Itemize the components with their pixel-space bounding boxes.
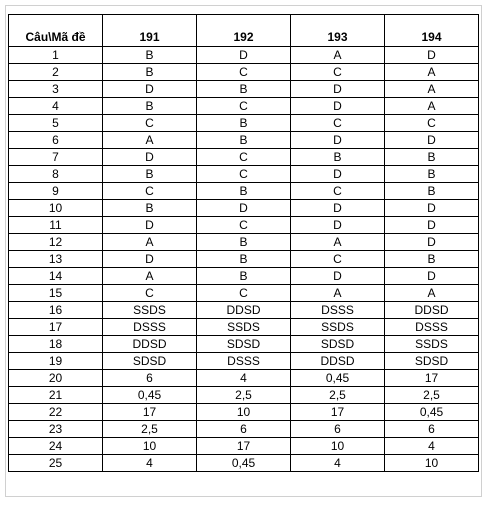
table-row	[9, 285, 479, 302]
table-body	[9, 47, 479, 472]
table-row	[9, 115, 479, 132]
cell-answer-192: C	[197, 64, 291, 81]
cell-answer-194: D	[385, 217, 479, 234]
cell-answer-193: C	[291, 115, 385, 132]
table-row	[9, 234, 479, 251]
cell-answer-193: 0,45	[291, 370, 385, 387]
cell-answer-191: A	[103, 234, 197, 251]
cell-question-number: 7	[9, 149, 103, 166]
cell-answer-194: C	[385, 115, 479, 132]
table-row	[9, 438, 479, 455]
table-row	[9, 98, 479, 115]
cell-answer-194: D	[385, 47, 479, 64]
cell-answer-193: A	[291, 47, 385, 64]
cell-answer-194: D	[385, 200, 479, 217]
table-row	[9, 353, 479, 370]
header-code-193: 193	[291, 15, 385, 47]
cell-answer-193: 2,5	[291, 387, 385, 404]
cell-answer-191: B	[103, 166, 197, 183]
cell-answer-193: C	[291, 183, 385, 200]
cell-answer-194: B	[385, 166, 479, 183]
cell-answer-193: 10	[291, 438, 385, 455]
cell-answer-191: 10	[103, 438, 197, 455]
cell-answer-194: A	[385, 285, 479, 302]
cell-answer-193: D	[291, 268, 385, 285]
cell-question-number: 19	[9, 353, 103, 370]
cell-answer-192: B	[197, 132, 291, 149]
cell-answer-194: 0,45	[385, 404, 479, 421]
cell-answer-193: D	[291, 132, 385, 149]
header-code-192: 192	[197, 15, 291, 47]
table-row	[9, 64, 479, 81]
cell-answer-192: 2,5	[197, 387, 291, 404]
cell-question-number: 12	[9, 234, 103, 251]
cell-answer-193: D	[291, 98, 385, 115]
cell-question-number: 9	[9, 183, 103, 200]
cell-answer-191: A	[103, 268, 197, 285]
cell-question-number: 25	[9, 455, 103, 472]
cell-question-number: 23	[9, 421, 103, 438]
cell-answer-192: 17	[197, 438, 291, 455]
table-row	[9, 81, 479, 98]
cell-answer-194: 6	[385, 421, 479, 438]
cell-answer-194: D	[385, 268, 479, 285]
cell-answer-193: A	[291, 234, 385, 251]
cell-answer-194: DDSD	[385, 302, 479, 319]
cell-answer-193: 6	[291, 421, 385, 438]
cell-question-number: 21	[9, 387, 103, 404]
cell-answer-192: 6	[197, 421, 291, 438]
cell-answer-191: DDSD	[103, 336, 197, 353]
table-row	[9, 319, 479, 336]
cell-answer-192: C	[197, 149, 291, 166]
cell-answer-191: D	[103, 251, 197, 268]
cell-answer-191: A	[103, 132, 197, 149]
cell-question-number: 2	[9, 64, 103, 81]
cell-answer-192: 4	[197, 370, 291, 387]
cell-answer-193: D	[291, 81, 385, 98]
cell-answer-191: 4	[103, 455, 197, 472]
cell-answer-193: C	[291, 251, 385, 268]
cell-answer-192: B	[197, 234, 291, 251]
cell-question-number: 5	[9, 115, 103, 132]
cell-question-number: 16	[9, 302, 103, 319]
cell-answer-193: D	[291, 200, 385, 217]
header-row	[9, 15, 479, 47]
table-row	[9, 166, 479, 183]
cell-answer-191: C	[103, 285, 197, 302]
table-row	[9, 183, 479, 200]
cell-answer-192: C	[197, 217, 291, 234]
table-row	[9, 336, 479, 353]
cell-answer-194: A	[385, 64, 479, 81]
cell-answer-193: C	[291, 64, 385, 81]
cell-answer-192: C	[197, 285, 291, 302]
table-row	[9, 47, 479, 64]
cell-answer-192: B	[197, 268, 291, 285]
cell-answer-193: DDSD	[291, 353, 385, 370]
cell-answer-192: B	[197, 183, 291, 200]
cell-answer-193: A	[291, 285, 385, 302]
cell-answer-191: B	[103, 64, 197, 81]
cell-answer-191: C	[103, 183, 197, 200]
cell-answer-194: B	[385, 149, 479, 166]
cell-answer-191: 0,45	[103, 387, 197, 404]
cell-question-number: 6	[9, 132, 103, 149]
cell-answer-191: SDSD	[103, 353, 197, 370]
cell-answer-193: D	[291, 166, 385, 183]
cell-answer-194: D	[385, 234, 479, 251]
cell-question-number: 8	[9, 166, 103, 183]
cell-question-number: 22	[9, 404, 103, 421]
cell-answer-193: DSSS	[291, 302, 385, 319]
cell-answer-192: C	[197, 98, 291, 115]
cell-answer-191: SSDS	[103, 302, 197, 319]
table-row	[9, 217, 479, 234]
table-row	[9, 387, 479, 404]
cell-answer-193: D	[291, 217, 385, 234]
cell-answer-192: SSDS	[197, 319, 291, 336]
cell-answer-194: A	[385, 81, 479, 98]
cell-question-number: 13	[9, 251, 103, 268]
cell-question-number: 17	[9, 319, 103, 336]
answer-key-table	[8, 14, 479, 472]
table-row	[9, 421, 479, 438]
cell-answer-193: SSDS	[291, 319, 385, 336]
cell-answer-194: B	[385, 251, 479, 268]
cell-answer-192: B	[197, 81, 291, 98]
cell-answer-192: DSSS	[197, 353, 291, 370]
table-row	[9, 132, 479, 149]
cell-answer-192: B	[197, 115, 291, 132]
cell-answer-192: 10	[197, 404, 291, 421]
cell-answer-191: 17	[103, 404, 197, 421]
cell-answer-191: 6	[103, 370, 197, 387]
cell-answer-194: A	[385, 98, 479, 115]
cell-question-number: 20	[9, 370, 103, 387]
cell-answer-194: 10	[385, 455, 479, 472]
cell-answer-191: D	[103, 149, 197, 166]
cell-answer-192: D	[197, 200, 291, 217]
cell-question-number: 11	[9, 217, 103, 234]
table-row	[9, 200, 479, 217]
table-row	[9, 149, 479, 166]
table-row	[9, 404, 479, 421]
cell-answer-194: 17	[385, 370, 479, 387]
cell-answer-191: DSSS	[103, 319, 197, 336]
cell-answer-194: D	[385, 132, 479, 149]
cell-answer-192: C	[197, 166, 291, 183]
cell-question-number: 3	[9, 81, 103, 98]
cell-answer-192: DDSD	[197, 302, 291, 319]
cell-answer-194: SDSD	[385, 353, 479, 370]
cell-question-number: 10	[9, 200, 103, 217]
cell-question-number: 18	[9, 336, 103, 353]
cell-answer-192: SDSD	[197, 336, 291, 353]
cell-answer-193: B	[291, 149, 385, 166]
cell-question-number: 15	[9, 285, 103, 302]
table-row	[9, 268, 479, 285]
document-page	[5, 5, 482, 497]
cell-answer-191: B	[103, 47, 197, 64]
cell-answer-191: 2,5	[103, 421, 197, 438]
cell-answer-194: 4	[385, 438, 479, 455]
table-row	[9, 302, 479, 319]
cell-answer-191: C	[103, 115, 197, 132]
table-row	[9, 251, 479, 268]
table-row	[9, 370, 479, 387]
cell-answer-191: D	[103, 81, 197, 98]
header-question-code: Câu\Mã đề	[9, 15, 103, 47]
table-row	[9, 455, 479, 472]
cell-answer-193: 4	[291, 455, 385, 472]
cell-answer-193: 17	[291, 404, 385, 421]
cell-answer-194: DSSS	[385, 319, 479, 336]
cell-question-number: 4	[9, 98, 103, 115]
cell-answer-194: B	[385, 183, 479, 200]
cell-answer-192: D	[197, 47, 291, 64]
header-code-191: 191	[103, 15, 197, 47]
cell-question-number: 24	[9, 438, 103, 455]
cell-answer-192: 0,45	[197, 455, 291, 472]
cell-answer-193: SDSD	[291, 336, 385, 353]
cell-answer-194: 2,5	[385, 387, 479, 404]
header-code-194: 194	[385, 15, 479, 47]
cell-question-number: 14	[9, 268, 103, 285]
cell-question-number: 1	[9, 47, 103, 64]
cell-answer-194: SSDS	[385, 336, 479, 353]
cell-answer-191: B	[103, 98, 197, 115]
cell-answer-191: D	[103, 217, 197, 234]
cell-answer-191: B	[103, 200, 197, 217]
cell-answer-192: B	[197, 251, 291, 268]
